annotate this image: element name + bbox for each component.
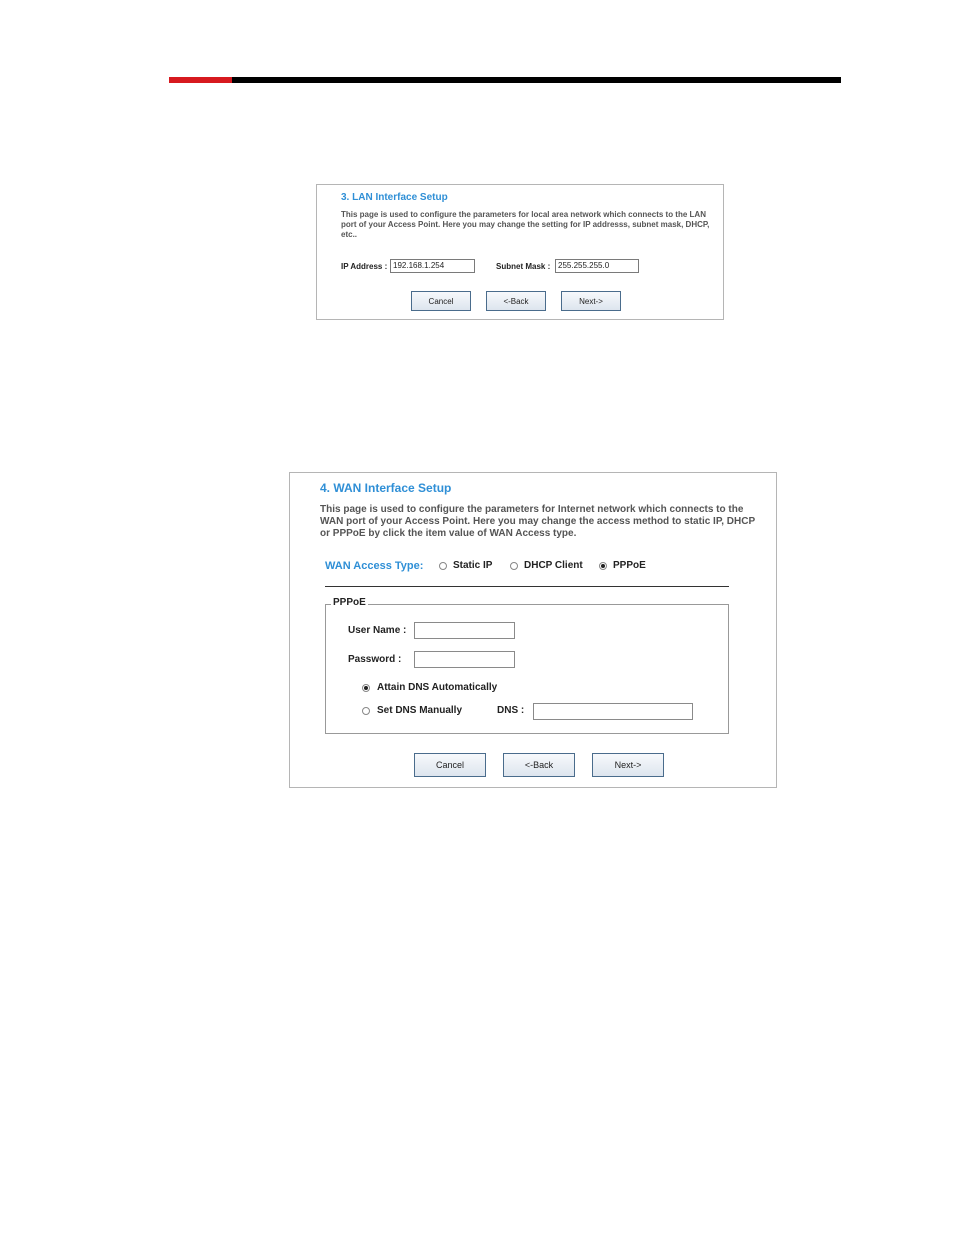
access-type-separator bbox=[325, 586, 729, 587]
dns-manual-option[interactable] bbox=[362, 705, 462, 716]
radio-dns-auto[interactable] bbox=[362, 684, 370, 692]
username-label: User Name : bbox=[348, 625, 407, 636]
lan-next-button[interactable]: Next-> bbox=[561, 291, 621, 311]
wan-setup-panel bbox=[289, 472, 777, 788]
dns-auto-label: Attain DNS Automatically bbox=[377, 682, 498, 693]
lan-back-button[interactable]: <-Back bbox=[486, 291, 546, 311]
ip-address-input[interactable]: 192.168.1.254 bbox=[390, 259, 475, 273]
ip-address-label: IP Address : bbox=[341, 262, 388, 271]
password-label: Password : bbox=[348, 654, 402, 665]
access-option-pppoe-label: PPPoE bbox=[613, 560, 646, 571]
dns-auto-option[interactable] bbox=[362, 682, 497, 693]
header-rule-accent bbox=[169, 77, 232, 83]
dns-label: DNS : bbox=[497, 705, 525, 716]
access-option-pppoe[interactable] bbox=[599, 560, 646, 571]
lan-cancel-button[interactable]: Cancel bbox=[411, 291, 471, 311]
radio-dhcp-client[interactable] bbox=[510, 562, 518, 570]
dns-manual-label: Set DNS Manually bbox=[377, 705, 463, 716]
radio-dns-manual[interactable] bbox=[362, 707, 370, 715]
radio-static-ip[interactable] bbox=[439, 562, 447, 570]
username-input[interactable] bbox=[414, 622, 515, 639]
dns-input[interactable] bbox=[533, 703, 693, 720]
access-option-dhcp-client[interactable] bbox=[510, 560, 583, 571]
lan-panel-description: This page is used to configure the parameters for local area network which connects to the LAN port of your Access Point. Here you may change the setting for IP addresss, subnet mask, DHCP, etc.. bbox=[341, 210, 710, 239]
wan-next-button[interactable]: Next-> bbox=[592, 753, 664, 777]
password-input[interactable] bbox=[414, 651, 515, 668]
access-option-dhcp-client-label: DHCP Client bbox=[524, 560, 583, 571]
wan-panel-description: This page is used to configure the parameters for Internet network which connects to the WAN port of your Access Point. Here you may change the access method to static IP, DHCP or PPPoE by click the item value of WAN Access type. bbox=[320, 504, 755, 539]
subnet-mask-label: Subnet Mask : bbox=[496, 262, 551, 271]
subnet-mask-input[interactable]: 255.255.255.0 bbox=[555, 259, 639, 273]
wan-access-type-label: WAN Access Type: bbox=[325, 560, 424, 572]
wan-back-button[interactable]: <-Back bbox=[503, 753, 575, 777]
lan-setup-panel bbox=[316, 184, 724, 320]
access-option-static-ip-label: Static IP bbox=[453, 560, 493, 571]
pppoe-fieldset-legend: PPPoE bbox=[333, 597, 366, 608]
wan-cancel-button[interactable]: Cancel bbox=[414, 753, 486, 777]
access-option-static-ip[interactable] bbox=[439, 560, 492, 571]
wan-panel-title: 4. WAN Interface Setup bbox=[320, 481, 452, 495]
lan-panel-title: 3. LAN Interface Setup bbox=[341, 192, 448, 203]
radio-pppoe[interactable] bbox=[599, 562, 607, 570]
header-rule bbox=[169, 77, 841, 83]
